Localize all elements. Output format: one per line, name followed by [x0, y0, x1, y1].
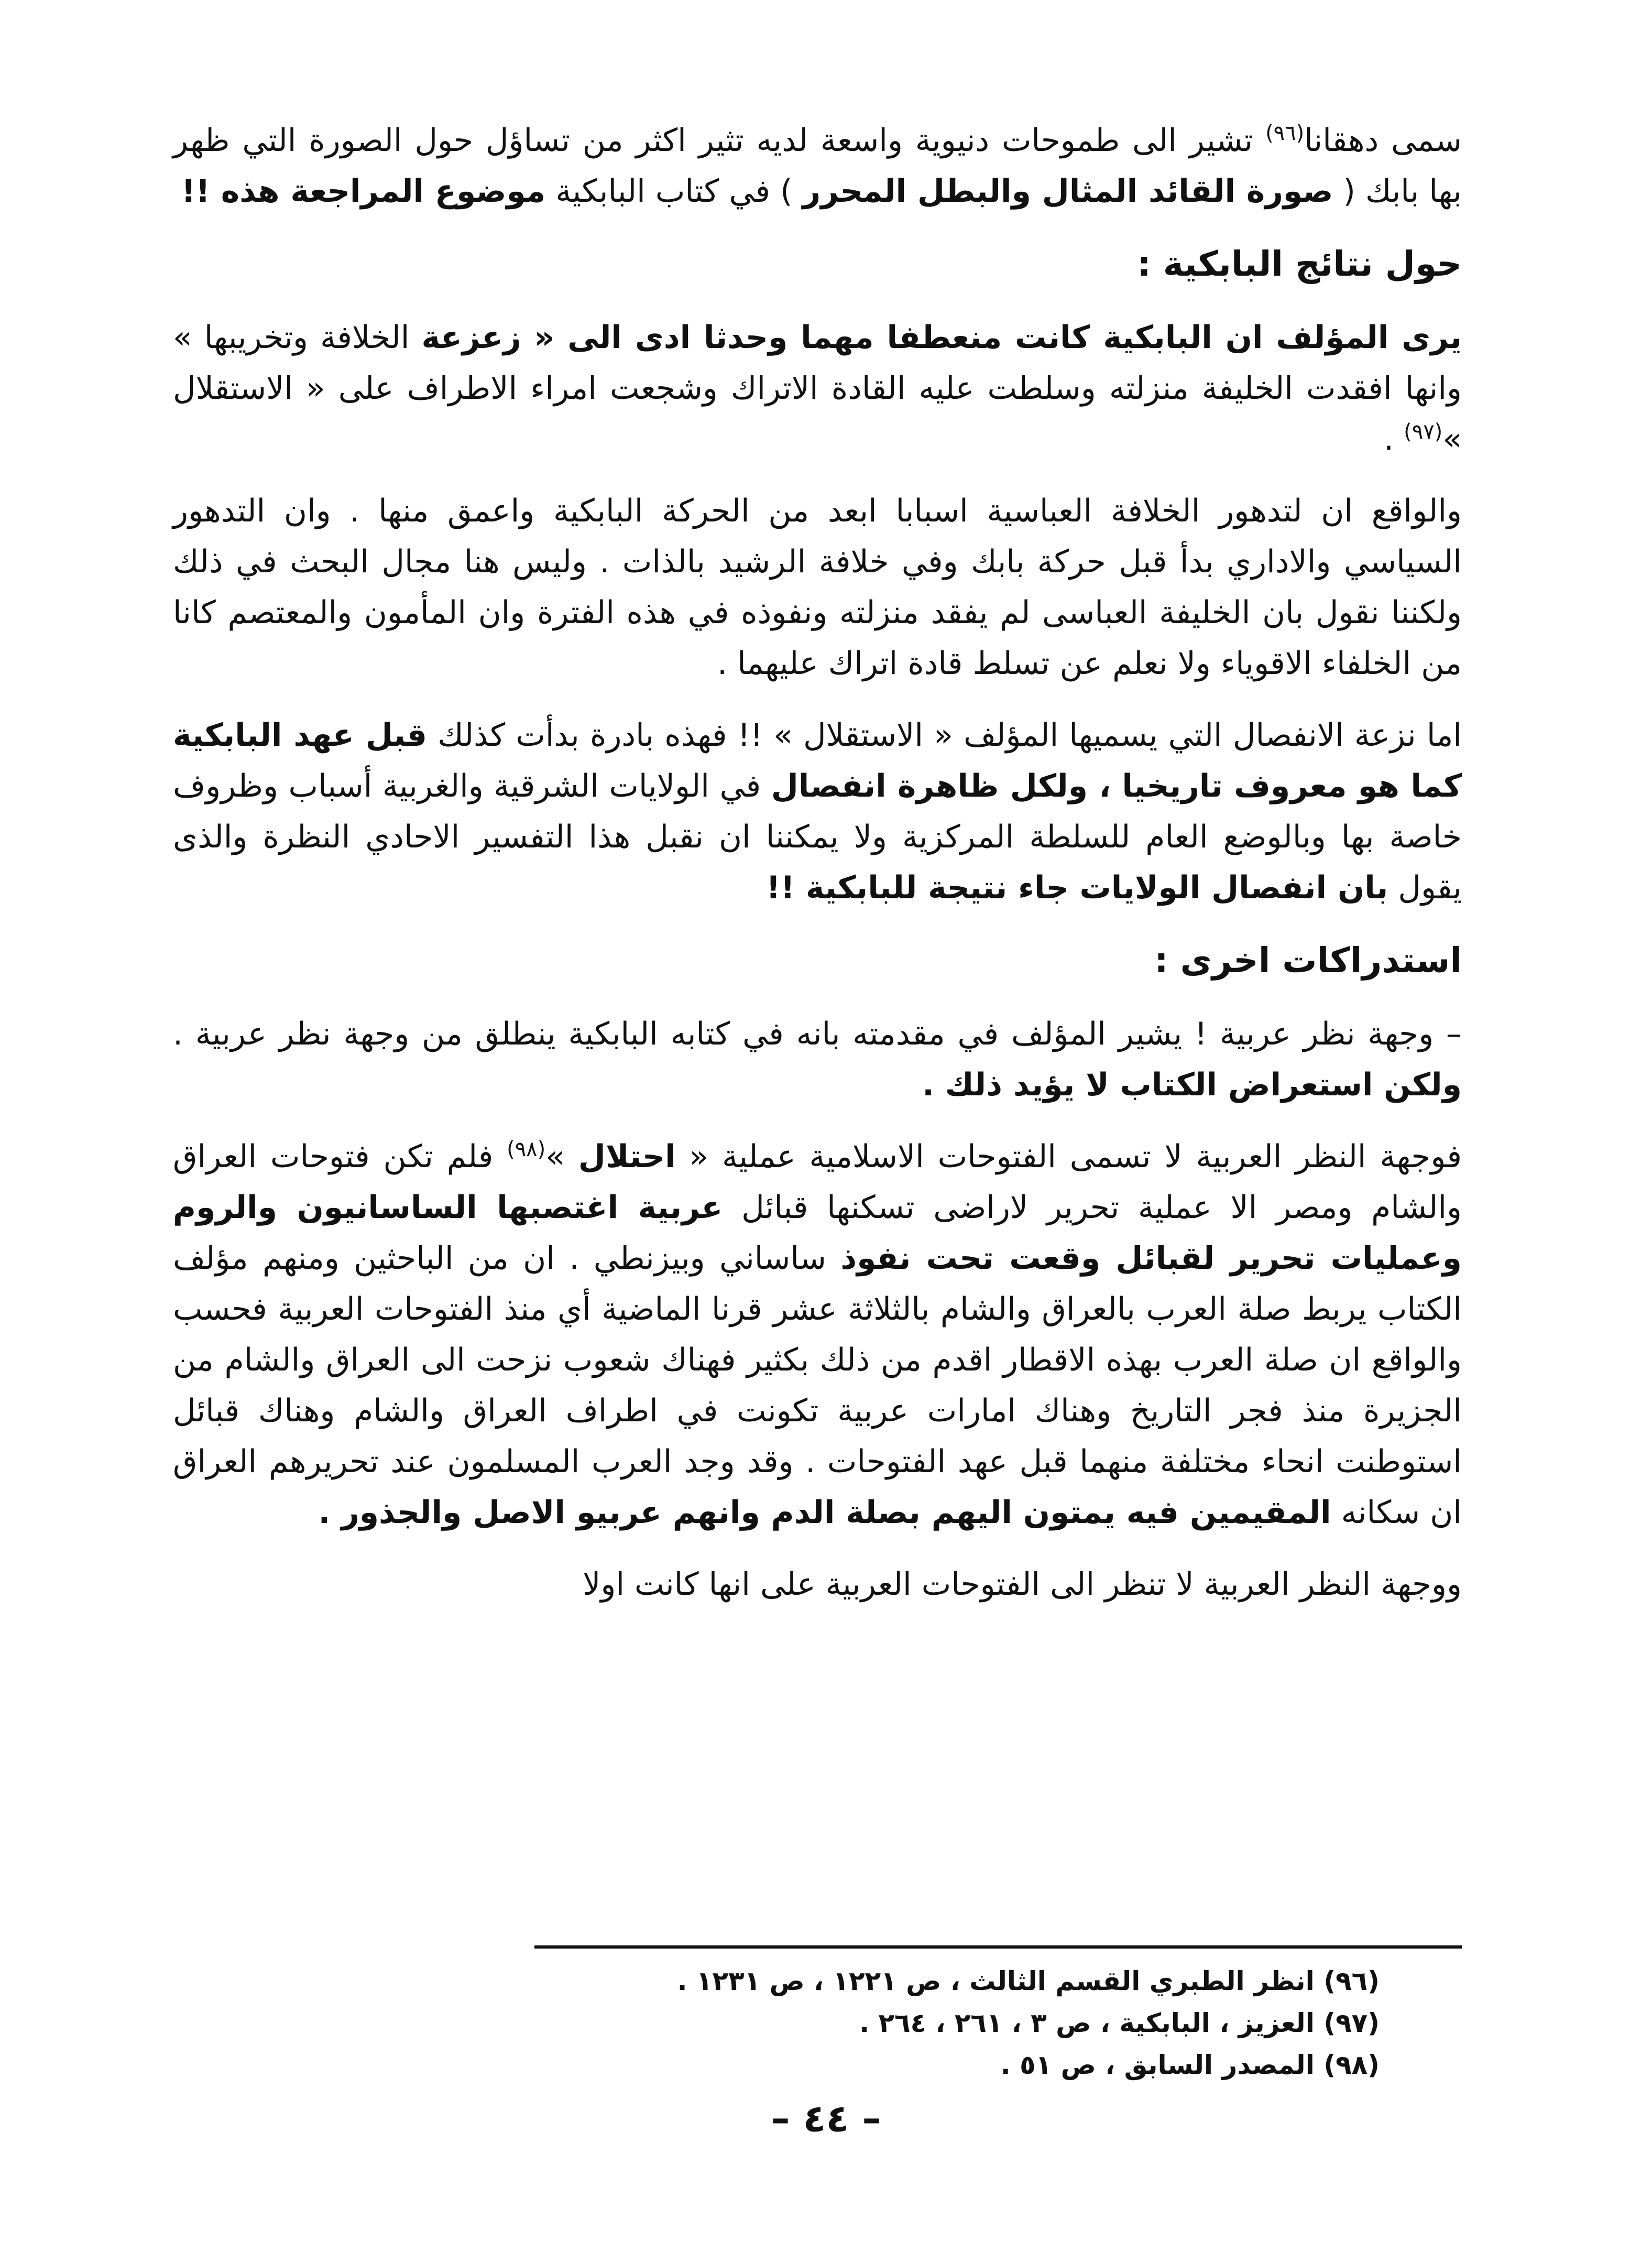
paragraph-3: والواقع ان لتدهور الخلافة العباسية اسبابا ابعد من الحركة البابكية واعمق منها . وان التدهور السياسي والاداري بدأ قبل حركة بابك وفي خلافة الرشيد بالذات . وليس هنا مجال البحث في ذلك ولكننا نقول بان الخليفة العباسى لم يفقد منزلته ونفوذه في هذه الفترة وان المأمون والمعتصم كانا من الخلفاء الاقوياء ولا نعلم عن تسلط قادة اتراك عليهما . — [173, 493, 1462, 682]
paragraph-2 — [173, 312, 1462, 465]
paragraph-1 — [173, 115, 1462, 217]
footnote-96: (٩٦) انظر الطبري القسم الثالث ، ص ١٢٢١ ، ص ١٢٣١ . — [677, 1966, 1380, 1996]
bold-run: المقيمين فيه يمتون اليهم بصلة الدم وانهم عربيو الاصل والجذور . — [318, 1494, 1331, 1531]
footnotes — [384, 1960, 1380, 2086]
footnote-ref-96: (٩٦) — [1265, 121, 1305, 145]
text-run: » — [545, 1138, 578, 1175]
heading-other-notes: استدراكات اخرى : — [1154, 940, 1462, 981]
footnote-divider — [534, 1945, 1462, 1949]
bold-run: قبل عهد البابكية كما هو معروف تاريخيا ، ولكل ظاهرة انفصال — [173, 717, 1462, 804]
text-run: . — [1383, 421, 1404, 458]
page-body — [173, 115, 1462, 1631]
text-run: تشير الى طموحات دنيوية واسعة لديه تثير اكثر من تساؤل حول الصورة التي ظهر بها بابك ( — [173, 122, 1462, 210]
text-run: فلم تكن فتوحات العراق والشام ومصر الا عملية تحرير لاراضى تسكنها قبائل — [173, 1138, 1462, 1226]
footnote-ref-98: (٩٨) — [507, 1137, 546, 1161]
paragraph-7: ووجهة النظر العربية لا تنظر الى الفتوحات العربية على انها كانت اولا — [583, 1566, 1462, 1603]
heading-babakiya-results: حول نتائج البابكية : — [1137, 244, 1462, 284]
footnote-98: (٩٨) المصدر السابق ، ص ٥١ . — [1000, 2050, 1380, 2080]
text-run: ) في كتاب البابكية — [545, 173, 803, 210]
bold-run: صورة القائد المثال والبطل المحرر — [802, 173, 1333, 210]
text-run: فوجهة النظر العربية لا تسمى الفتوحات الاسلامية عملية « — [675, 1138, 1462, 1175]
page-number: – ٤٤ – — [771, 2096, 881, 2140]
text-run: سمى دهقانا — [1304, 122, 1462, 159]
text-run: الخلافة وتخريبها » وانها افقدت الخليفة منزلته وسلطت عليه القادة الاتراك وشجعت امراء الاطراف على « الاستقلال » — [173, 319, 1462, 458]
footnote-ref-97: (٩٧) — [1404, 420, 1443, 444]
bold-run: بان انفصال الولايات جاء نتيجة للبابكية !! — [766, 869, 1388, 906]
text-run: اما نزعة الانفصال التي يسميها المؤلف « الاستقلال » !! فهذه بادرة بدأت كذلك — [427, 717, 1462, 754]
bold-run: عربية اغتصبها الساسانيون والروم وعمليات تحرير لقبائل وقعت تحت نفوذ — [173, 1189, 1462, 1277]
paragraph-4 — [173, 710, 1462, 913]
text-run: ساساني وبيزنطي . ان من الباحثين ومنهم مؤلف الكتاب يربط صلة العرب بالعراق والشام بالثلاثة عشر قرنا الماضية أي منذ الفتوحات العربية فحسب والواقع ان صلة العرب بهذه الاقطار اقدم من ذلك بكثير فهناك شعوب نزحت الى العراق والشام من الجزيرة منذ فجر التاريخ وهناك امارات عربية تكونت في اطراف العراق والشام وهناك قبائل استوطنت انحاء مختلفة منهما قبل عهد الفتوحات . وقد وجد العرب المسلمون عند تحريرهم العراق ان سكانه — [173, 1240, 1462, 1531]
bold-run: يرى المؤلف ان البابكية كانت منعطفا مهما وحدثا ادى الى « زعزعة — [421, 319, 1462, 356]
bold-run: موضوع المراجعة هذه !! — [181, 173, 546, 210]
footnote-97: (٩٧) العزيز ، البابكية ، ص ٣ ، ٢٦١ ، ٢٦٤ . — [859, 2008, 1380, 2038]
text-run: في الولايات الشرقية والغربية أسباب وظروف خاصة بها وبالوضع العام للسلطة المركزية ولا يمكننا ان نقبل هذا التفسير الاحادي النظرة والذى يقول — [173, 768, 1462, 906]
bold-run: احتلال — [578, 1138, 676, 1175]
paragraph-5 — [173, 1009, 1462, 1111]
paragraph-6 — [173, 1132, 1462, 1538]
bold-run: ولكن استعراض الكتاب لا يؤيد ذلك . — [922, 1067, 1462, 1103]
text-run: – وجهة نظر عربية ! يشير المؤلف في مقدمته بانه في كتابه البابكية ينطلق من وجهة نظر عربية . — [173, 1016, 1462, 1052]
